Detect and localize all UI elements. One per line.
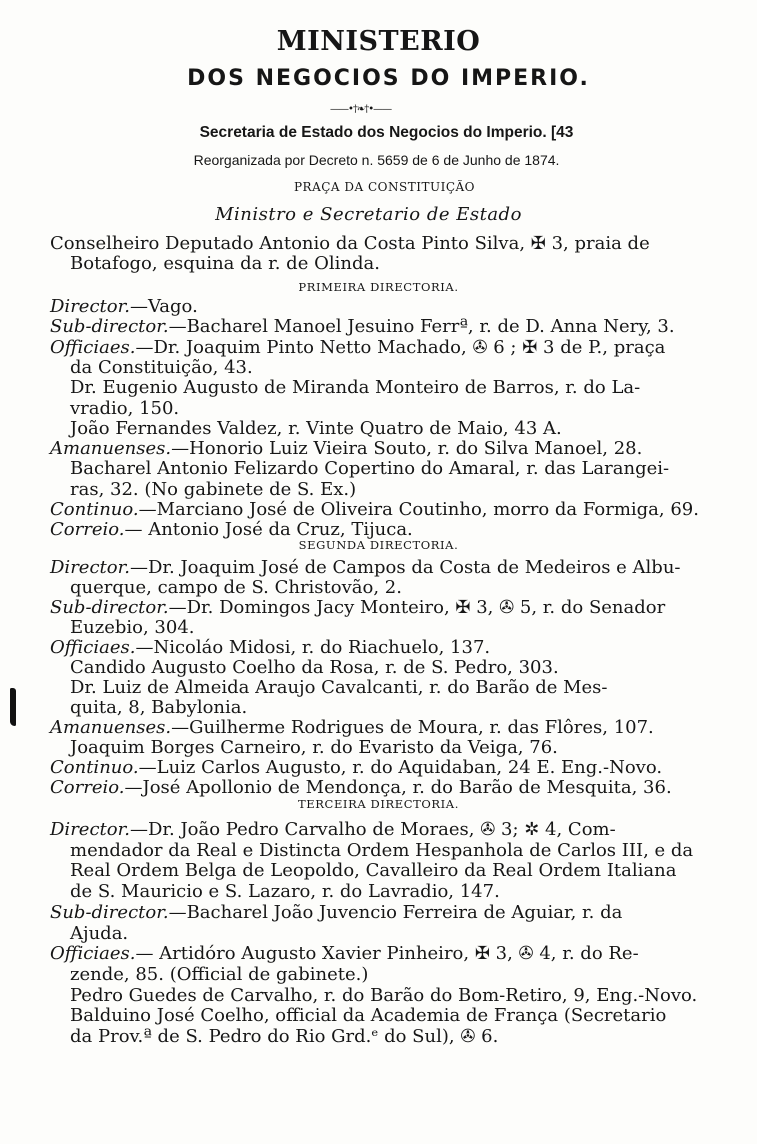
entry-line	[70, 1027, 498, 1047]
entry-text: Bacharel Antonio Felizardo Copertino do Amaral, r. das Larangei-	[70, 458, 670, 480]
entry-line	[70, 965, 368, 985]
entry-text: —Nicoláo Midosi, r. do Riachuelo, 137.	[135, 637, 491, 658]
entry-line	[50, 598, 665, 618]
entry-line	[70, 738, 558, 758]
secretaria-heading: Secretaria de Estado dos Negocios do Imperio. [43	[199, 124, 574, 141]
entry-role-label: Director.	[50, 296, 130, 317]
entry-text: de S. Mauricio e S. Lazaro, r. do Lavradio, 147.	[70, 881, 500, 903]
entry-text: —Dr. Joaquim José de Campos da Costa de Medeiros e Albu-	[129, 557, 681, 578]
entry-line	[70, 658, 559, 678]
entry-line	[50, 718, 654, 738]
entry-line	[70, 578, 402, 598]
entry-text: —José Apollonio de Mendonça, r. do Barão de Mesquita, 36.	[124, 777, 672, 798]
entry-text: Candido Augusto Coelho da Rosa, r. de S. Pedro, 303.	[70, 657, 559, 678]
entry-text: —Vago.	[129, 296, 198, 317]
entry-line	[50, 297, 198, 317]
entry-text: Dr. Luiz de Almeida Araujo Cavalcanti, r. do Barão de Mes-	[70, 677, 608, 698]
entry-line	[70, 861, 676, 881]
entry-line	[70, 882, 500, 902]
ministro-line: Conselheiro Deputado Antonio da Costa Pinto Silva, ✠ 3, praia de	[50, 233, 650, 254]
entry-text: —Honorio Luiz Vieira Souto, r. do Silva Manoel, 28.	[171, 438, 643, 460]
entry-line	[70, 698, 247, 718]
entry-line	[70, 358, 253, 378]
entry-text: Pedro Guedes de Carvalho, r. do Barão do Bom-Retiro, 9, Eng.-Novo.	[70, 984, 698, 1006]
entry-text: mendador da Real e Distincta Ordem Hespanhola de Carlos III, e da	[70, 839, 694, 861]
entry-text: —Dr. Joaquim Pinto Netto Machado, ✇ 6 ; ✠ 3 de P., praça	[135, 336, 666, 358]
entry-text: Ajuda.	[70, 922, 129, 944]
entry-role-label: Officiaes.	[50, 637, 136, 658]
primeira-directoria-heading: PRIMEIRA DIRECTORIA.	[298, 280, 459, 294]
entry-line	[70, 841, 693, 861]
entry-line	[50, 758, 662, 778]
entry-line	[50, 944, 639, 964]
entry-line	[70, 986, 697, 1006]
entry-role-label: Sub-director.	[50, 901, 169, 923]
entry-role-label: Sub-director.	[50, 597, 169, 618]
reorganizada-note: Reorganizada por Decreto n. 5659 de 6 de Junho de 1874.	[193, 152, 560, 168]
ornament-divider: ——•†❧†•——	[330, 104, 392, 115]
entry-line	[50, 558, 681, 578]
entry-line	[70, 678, 608, 698]
praca-address: PRAÇA DA CONSTITUIÇÃO	[293, 180, 476, 194]
ministro-line: Botafogo, esquina da r. de Olinda.	[70, 253, 380, 274]
entry-text: querque, campo de S. Christovão, 2.	[70, 577, 402, 598]
entry-line	[50, 338, 665, 358]
entry-text: — Antonio José da Cruz, Tijuca.	[124, 519, 413, 541]
entry-line	[50, 638, 490, 658]
entry-role-label: Amanuenses.	[50, 438, 172, 460]
entry-line	[50, 317, 675, 337]
margin-mark	[10, 688, 16, 726]
entry-line	[70, 480, 356, 500]
entry-line	[70, 618, 195, 638]
entry-line	[50, 439, 642, 459]
entry-line	[70, 378, 640, 398]
entry-role-label: Officiaes.	[50, 943, 136, 965]
entry-text: Dr. Eugenio Augusto de Miranda Monteiro de Barros, r. do La-	[70, 377, 641, 399]
entry-text: —Dr. Domingos Jacy Monteiro, ✠ 3, ✇ 5, r. do Senador	[168, 597, 666, 618]
entry-role-label: Amanuenses.	[50, 717, 172, 738]
entry-line	[50, 820, 616, 840]
entry-text: —Bacharel João Juvencio Ferreira de Aguiar, r. da	[168, 901, 623, 923]
entry-text: Joaquim Borges Carneiro, r. do Evaristo da Veiga, 76.	[70, 737, 558, 758]
entry-line	[50, 778, 672, 798]
entry-text: zende, 85. (Official de gabinete.)	[70, 963, 369, 985]
entry-role-label: Correio.	[50, 519, 125, 541]
entry-text: — Artidóro Augusto Xavier Pinheiro, ✠ 3, ✇ 4, r. do Re-	[135, 943, 639, 965]
entry-role-label: Director.	[50, 819, 130, 840]
page-title: MINISTERIO	[276, 26, 481, 57]
entry-line	[70, 419, 562, 439]
entry-line	[70, 459, 669, 479]
entry-text: —Dr. João Pedro Carvalho de Moraes, ✇ 3; ✲ 4, Com-	[129, 819, 616, 840]
terceira-directoria-heading: TERCEIRA DIRECTORIA.	[298, 797, 459, 811]
entry-line	[50, 903, 622, 923]
entry-role-label: Director.	[50, 557, 130, 578]
entry-text: —Bacharel Manoel Jesuino Ferrª, r. de D. Anna Nery, 3.	[168, 316, 675, 338]
ministro-heading: Ministro e Secretario de Estado	[215, 204, 522, 225]
entry-text: João Fernandes Valdez, r. Vinte Quatro de Maio, 43 A.	[70, 417, 562, 439]
entry-role-label: Correio.	[50, 777, 125, 798]
entry-text: quita, 8, Babylonia.	[70, 697, 248, 718]
entry-text: Euzebio, 304.	[70, 617, 195, 638]
entry-role-label: Officiaes.	[50, 336, 136, 358]
entry-text: da Constituição, 43.	[70, 356, 253, 378]
entry-text: vradio, 150.	[70, 397, 180, 419]
entry-line	[50, 500, 699, 520]
entry-text: Balduino José Coelho, official da Academia de França (Secretario	[70, 1005, 667, 1027]
entry-text: Real Ordem Belga de Leopoldo, Cavalleiro da Real Ordem Italiana	[70, 860, 677, 882]
entry-line	[70, 399, 179, 419]
entry-text: —Marciano José de Oliveira Coutinho, morro da Formiga, 69.	[138, 499, 699, 520]
entry-role-label: Continuo.	[50, 499, 139, 520]
entry-role-label: Sub-director.	[50, 316, 169, 338]
entry-text: —Luiz Carlos Augusto, r. do Aquidaban, 24 E. Eng.-Novo.	[138, 757, 663, 778]
segunda-directoria-heading: SEGUNDA DIRECTORIA.	[298, 538, 459, 552]
entry-line	[70, 924, 128, 944]
entry-text: —Guilherme Rodrigues de Moura, r. das Flôres, 107.	[171, 717, 654, 738]
entry-text: da Prov.ª de S. Pedro do Rio Grd.ᵉ do Sul), ✇ 6.	[70, 1026, 499, 1047]
entry-role-label: Continuo.	[50, 757, 139, 778]
page-subtitle: DOS NEGOCIOS DO IMPERIO.	[187, 66, 590, 91]
entry-text: ras, 32. (No gabinete de S. Ex.)	[70, 478, 357, 500]
entry-line	[70, 1006, 666, 1026]
